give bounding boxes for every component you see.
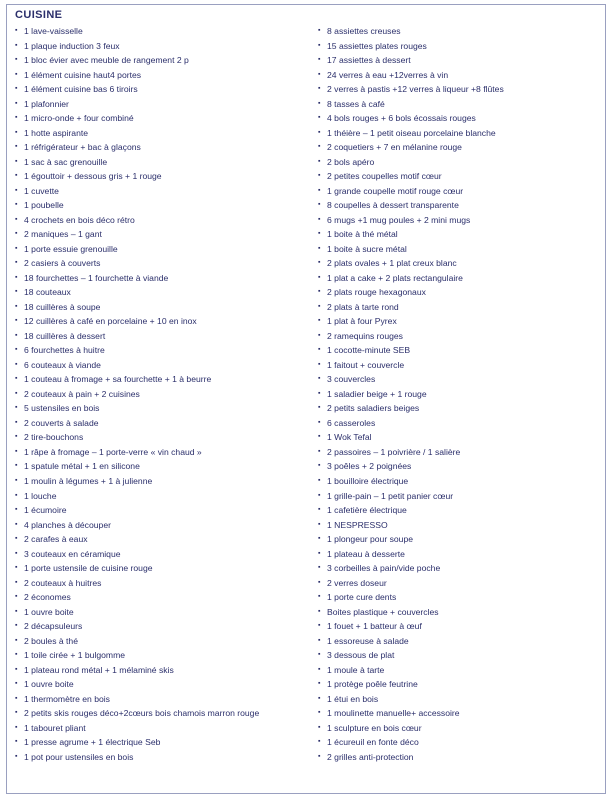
right-column: [306, 24, 599, 764]
list-item: ▪ 2 verres doseur: [318, 576, 599, 591]
list-item: ▪ 2 couteaux à huitres: [15, 576, 306, 591]
list-item: ▪ 2 casiers à couverts: [15, 256, 306, 271]
list-item: ▪ 5 ustensiles en bois: [15, 401, 306, 416]
list-item: ▪ 2 plats ovales + 1 plat creux blanc: [318, 256, 599, 271]
list-item: ▪ 1 toile cirée + 1 bulgomme: [15, 648, 306, 663]
document-body: [7, 5, 605, 793]
list-item: ▪ 18 fourchettes – 1 fourchette à viande: [15, 271, 306, 286]
list-item: ▪ 1 porte essuie grenouille: [15, 242, 306, 257]
list-item: ▪ 1 râpe à fromage – 1 porte-verre « vin chaud »: [15, 445, 306, 460]
list-item: ▪ 8 tasses à café: [318, 97, 599, 112]
list-item: ▪ 3 couvercles: [318, 372, 599, 387]
list-item: ▪ 1 essoreuse à salade: [318, 634, 599, 649]
list-item: ▪ 2 décapsuleurs: [15, 619, 306, 634]
inventory-list-left: [15, 24, 306, 764]
list-item: ▪ 1 presse agrume + 1 électrique Seb: [15, 735, 306, 750]
list-item: ▪ 6 casseroles: [318, 416, 599, 431]
list-item: ▪ 2 grilles anti-protection: [318, 750, 599, 765]
list-item: ▪ 8 assiettes creuses: [318, 24, 599, 39]
list-item: ▪ 1 ouvre boite: [15, 605, 306, 620]
list-item: ▪ 1 théière – 1 petit oiseau porcelaine blanche: [318, 126, 599, 141]
list-item: ▪ 1 écureuil en fonte déco: [318, 735, 599, 750]
list-item: ▪ 1 saladier beige + 1 rouge: [318, 387, 599, 402]
list-item: ▪ 12 cuillères à café en porcelaine + 10 en inox: [15, 314, 306, 329]
document-page: [6, 4, 606, 794]
list-item: ▪ 15 assiettes plates rouges: [318, 39, 599, 54]
list-item: ▪ 1 étui en bois: [318, 692, 599, 707]
list-item: ▪ 1 boite à thé métal: [318, 227, 599, 242]
list-item: ▪ 1 protège poêle feutrine: [318, 677, 599, 692]
page-title: CUISINE: [15, 9, 63, 21]
list-item: ▪ 18 cuillères à dessert: [15, 329, 306, 344]
list-item: ▪ 1 micro-onde + four combiné: [15, 111, 306, 126]
list-item: ▪ 2 bols apéro: [318, 155, 599, 170]
list-item: ▪ 6 fourchettes à huitre: [15, 343, 306, 358]
left-column: [13, 24, 306, 764]
list-item: ▪ 1 élément cuisine haut4 portes: [15, 68, 306, 83]
list-item: ▪ 1 ouvre boite: [15, 677, 306, 692]
list-item: ▪ 2 économes: [15, 590, 306, 605]
list-item: ▪ 1 réfrigérateur + bac à glaçons: [15, 140, 306, 155]
list-item: ▪ 2 couverts à salade: [15, 416, 306, 431]
list-item: ▪ 1 pot pour ustensiles en bois: [15, 750, 306, 765]
list-item: ▪ 1 hotte aspirante: [15, 126, 306, 141]
list-item: ▪ 1 égouttoir + dessous gris + 1 rouge: [15, 169, 306, 184]
list-item: ▪ 1 couteau à fromage + sa fourchette + 1 à beurre: [15, 372, 306, 387]
list-item: ▪ 1 grande coupelle motif rouge cœur: [318, 184, 599, 199]
list-item: ▪ 2 coquetiers + 7 en mélanine rouge: [318, 140, 599, 155]
list-item: ▪ 2 couteaux à pain + 2 cuisines: [15, 387, 306, 402]
list-item: ▪ 3 poêles + 2 poignées: [318, 459, 599, 474]
list-item: ▪ 1 moulinette manuelle+ accessoire: [318, 706, 599, 721]
list-item: ▪ 2 passoires – 1 poivrière / 1 salière: [318, 445, 599, 460]
list-item: ▪ 3 corbeilles à pain/vide poche: [318, 561, 599, 576]
list-item: ▪ 1 lave-vaisselle: [15, 24, 306, 39]
list-item: ▪ 4 bols rouges + 6 bols écossais rouges: [318, 111, 599, 126]
list-item: ▪ 1 faitout + couvercle: [318, 358, 599, 373]
list-item: ▪ 2 tire-bouchons: [15, 430, 306, 445]
list-item: ▪ 1 écumoire: [15, 503, 306, 518]
list-item: ▪ 2 petites coupelles motif cœur: [318, 169, 599, 184]
list-item: ▪ 1 plateau rond métal + 1 mélaminé skis: [15, 663, 306, 678]
list-item: ▪ 2 plats à tarte rond: [318, 300, 599, 315]
list-item: ▪ 17 assiettes à dessert: [318, 53, 599, 68]
list-item: ▪ 18 cuillères à soupe: [15, 300, 306, 315]
list-item: ▪ 1 grille-pain – 1 petit panier cœur: [318, 489, 599, 504]
inventory-list-right: [318, 24, 599, 764]
list-item: ▪ 3 dessous de plat: [318, 648, 599, 663]
list-item: ▪ 6 mugs +1 mug poules + 2 mini mugs: [318, 213, 599, 228]
list-item: ▪ 1 cafetière électrique: [318, 503, 599, 518]
list-item: ▪ 4 planches à découper: [15, 518, 306, 533]
list-item: ▪ 1 plaque induction 3 feux: [15, 39, 306, 54]
list-item: ▪ 2 boules à thé: [15, 634, 306, 649]
list-item: ▪ 1 plat à four Pyrex: [318, 314, 599, 329]
list-item: ▪ 1 NESPRESSO: [318, 518, 599, 533]
list-item: ▪ 1 moule à tarte: [318, 663, 599, 678]
list-item: ▪ 1 plongeur pour soupe: [318, 532, 599, 547]
list-item: ▪ 24 verres à eau +12verres à vin: [318, 68, 599, 83]
list-item: ▪ 1 tabouret pliant: [15, 721, 306, 736]
list-item: ▪ 1 porte cure dents: [318, 590, 599, 605]
list-item: ▪ 2 plats rouge hexagonaux: [318, 285, 599, 300]
list-item: ▪ 1 sculpture en bois cœur: [318, 721, 599, 736]
list-item: ▪ 1 louche: [15, 489, 306, 504]
list-item: ▪ 1 plat a cake + 2 plats rectangulaire: [318, 271, 599, 286]
list-item: ▪ 1 élément cuisine bas 6 tiroirs: [15, 82, 306, 97]
list-item: ▪ 1 spatule métal + 1 en silicone: [15, 459, 306, 474]
list-item: ▪ 1 poubelle: [15, 198, 306, 213]
list-item: ▪ 1 thermomètre en bois: [15, 692, 306, 707]
list-item: ▪ 1 moulin à légumes + 1 à julienne: [15, 474, 306, 489]
two-column-layout: [13, 24, 599, 764]
list-item: ▪ 1 bouilloire électrique: [318, 474, 599, 489]
list-item: ▪ 2 verres à pastis +12 verres à liqueur +8 flûtes: [318, 82, 599, 97]
list-item: ▪ 8 coupelles à dessert transparente: [318, 198, 599, 213]
list-item: ▪ 18 couteaux: [15, 285, 306, 300]
list-item: ▪ 2 petits skis rouges déco+2cœurs bois chamois marron rouge: [15, 706, 306, 721]
list-item: ▪ 1 cuvette: [15, 184, 306, 199]
list-item: ▪ Boites plastique + couvercles: [318, 605, 599, 620]
list-item: ▪ 1 cocotte-minute SEB: [318, 343, 599, 358]
list-item: ▪ 2 ramequins rouges: [318, 329, 599, 344]
list-item: ▪ 1 sac à sac grenouille: [15, 155, 306, 170]
list-item: ▪ 2 maniques – 1 gant: [15, 227, 306, 242]
list-item: ▪ 1 porte ustensile de cuisine rouge: [15, 561, 306, 576]
list-item: ▪ 2 petits saladiers beiges: [318, 401, 599, 416]
list-item: ▪ 1 plafonnier: [15, 97, 306, 112]
list-item: ▪ 4 crochets en bois déco rétro: [15, 213, 306, 228]
list-item: ▪ 1 boite à sucre métal: [318, 242, 599, 257]
list-item: ▪ 1 fouet + 1 batteur à œuf: [318, 619, 599, 634]
list-item: ▪ 6 couteaux à viande: [15, 358, 306, 373]
list-item: ▪ 3 couteaux en céramique: [15, 547, 306, 562]
list-item: ▪ 1 bloc évier avec meuble de rangement 2 p: [15, 53, 306, 68]
list-item: ▪ 2 carafes à eaux: [15, 532, 306, 547]
list-item: ▪ 1 Wok Tefal: [318, 430, 599, 445]
list-item: ▪ 1 plateau à desserte: [318, 547, 599, 562]
